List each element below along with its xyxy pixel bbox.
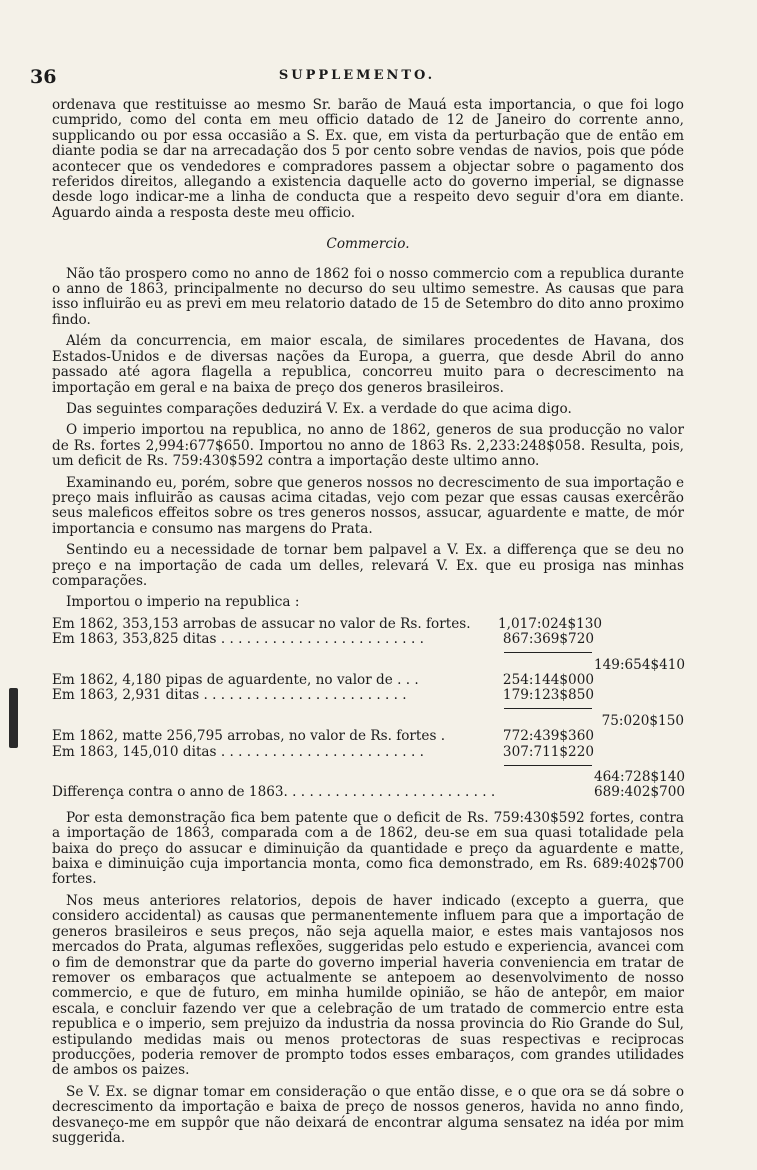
row-value: 254:144$000: [502, 672, 594, 688]
row-label: Em 1862, 353,153 arrobas de assucar no valor de Rs. fortes.: [52, 616, 471, 632]
margin-binding-mark: [9, 688, 18, 748]
total-row: [52, 785, 684, 800]
row-label: Em 1862, 4,180 pipas de aguardente, no valor de . . .: [52, 673, 419, 688]
paragraph: Das seguintes comparações deduzirá V. Ex. a verdade do que acima digo.: [66, 400, 572, 417]
paragraph: Se V. Ex. se dignar tomar em consideração o que então disse, e o que ora se dá sobre o decrescimento da importação e baixa de preço de nossos generos, havida no anno findo, desvaneço-me em suppôr que não deixará de encontrar alguma sensatez na idéa por mim suggerida.: [52, 1083, 684, 1146]
row-label: Em 1863, 145,010 ditas . . .: [52, 745, 498, 760]
difference-value: 149:654$410: [594, 656, 686, 673]
difference-value: 464:728$140: [594, 769, 686, 786]
row-value: 867:369$720: [502, 631, 594, 648]
table-row: [52, 688, 684, 703]
rule: [52, 648, 684, 658]
row-value: 772:439$360: [502, 728, 594, 745]
table-row: [52, 729, 684, 744]
row-label: Em 1862, matte 256,795 arrobas, no valor de Rs. fortes .: [52, 729, 446, 745]
table-row: [52, 714, 684, 729]
table-row: [52, 770, 684, 785]
total-value: 689:402$700: [594, 784, 686, 801]
row-value: 307:711$220: [502, 743, 594, 760]
table-row: [52, 658, 684, 673]
page-number: 36: [30, 66, 57, 88]
section-title: Commercio.: [326, 236, 410, 253]
paragraph: Sentindo eu a necessidade de tornar bem palpavel a V. Ex. a differença que se deu no preço e na importação de cada um delles, relevará V. Ex. que eu prosiga nas minhas comparações.: [52, 542, 684, 589]
page-body: [52, 98, 684, 1152]
row-value: 1,017:024$130: [498, 615, 603, 632]
paragraph: Não tão prospero como no anno de 1862 foi o nosso commercio com a republica durante o anno de 1863, principalmente no decurso do seu ultimo semestre. As causas que para isso influirão eu as previ em meu relatorio datado de 15 de Setembro do dito anno proximo findo.: [52, 265, 684, 328]
rule: [52, 704, 684, 714]
row-label: Em 1863, 2,931 ditas . . .: [52, 688, 498, 703]
rule: [52, 760, 684, 770]
row-value: 179:123$850: [502, 687, 594, 704]
table-row: [52, 632, 684, 647]
paragraph: Examinando eu, porém, sobre que generos nossos no decrescimento de sua importação e preço mais influirão as causas acima citadas, vejo com pezar que essas causas exercêrão seus maleficos effeitos sobre os tres generos nossos, assucar, aguardente e matte, de mór importancia e consumo nas margens do Prata.: [52, 474, 684, 537]
import-table: [52, 617, 684, 801]
table-row: [52, 617, 684, 632]
running-title: SUPPLEMENTO.: [278, 68, 436, 83]
paragraph: Além da concurrencia, em maior escala, de similares procedentes de Havana, dos Estados-Unidos e de diversas nações da Europa, a guerra, que desde Abril do anno passado até agora flagella a republica, concorreu muito para o decrescimento na importação em geral e na baixa de preço dos generos brasileiros.: [52, 333, 684, 396]
paragraph: Por esta demonstração fica bem patente que o deficit de Rs. 759:430$592 fortes, contra a importação de 1863, comparada com a de 1862, deu-se em sua quasi totalidade pela baixa do preço do assucar e diminuição da quantidade e preço da aguardente e matte, baixa e diminuição cuja importancia monta, como fica demonstrado, em Rs. 689:402$700 fortes.: [52, 809, 684, 888]
row-label: Em 1863, 353,825 ditas . . .: [52, 632, 498, 647]
paragraph: Nos meus anteriores relatorios, depois de haver indicado (excepto a guerra, que considero accidental) as causas que permanentemente influem para que a importação de generos brasileiros e seus preços, não seja aquella maior, e estes mais vantajosos nos mercados do Prata, algumas reflexões, suggeridas pelo estudo e experiencia, avancei com o fim de demonstrar que da parte do governo imperial haveria conveniencia em tratar de remover os embaraços que actualmente se antepoem ao desenvolvimento de nosso commercio, e que de futuro, em minha humilde opinião, se hão de antepôr, em maior escala, e concluir fazendo ver que a celebração de um tratado de commercio entre esta republica e o imperio, sem prejuizo da industria da nossa provincia do Rio Grande do Sul, estipulando medidas mais ou menos protectoras de suas respectivas e reciprocas producções, poderia remover de prompto todos esses embaraços, com grandes utilidades de ambos os paizes.: [52, 892, 684, 1079]
intro-paragraph: ordenava que restituisse ao mesmo Sr. barão de Mauá esta importancia, o que foi logo cumprido, como del conta em meu officio datado de 12 de Janeiro do corrente anno, supplicando ou por essa occasião a S. Ex. que, em vista da perturbação que de então em diante podia se dar na arrecadação dos 5 por cento sobre vendas de navios, pois que póde acontecer que os vendedores e compradores passem a objectar sobre o pagamento dos referidos direitos, allegando a existencia daquelle acto do governo imperial, se dignasse desde logo indicar-me a linha de conducta que a respeito devo seguir d'ora em diante. Aguardo ainda a resposta deste meu officio.: [52, 97, 684, 221]
total-label: Differença contra o anno de 1863. . . .: [52, 785, 498, 800]
difference-value: 75:020$150: [601, 712, 684, 729]
page-header: [30, 66, 684, 88]
table-row: [52, 745, 684, 760]
paragraph: Importou o imperio na republica :: [66, 594, 300, 611]
table-row: [52, 673, 684, 688]
paragraph: O imperio importou na republica, no anno de 1862, generos de sua producção no valor de Rs. fortes 2,994:677$650. Importou no anno de 1863 Rs. 2,233:248$058. Resulta, pois, um deficit de Rs. 759:430$592 contra a importação deste ultimo anno.: [52, 422, 684, 470]
